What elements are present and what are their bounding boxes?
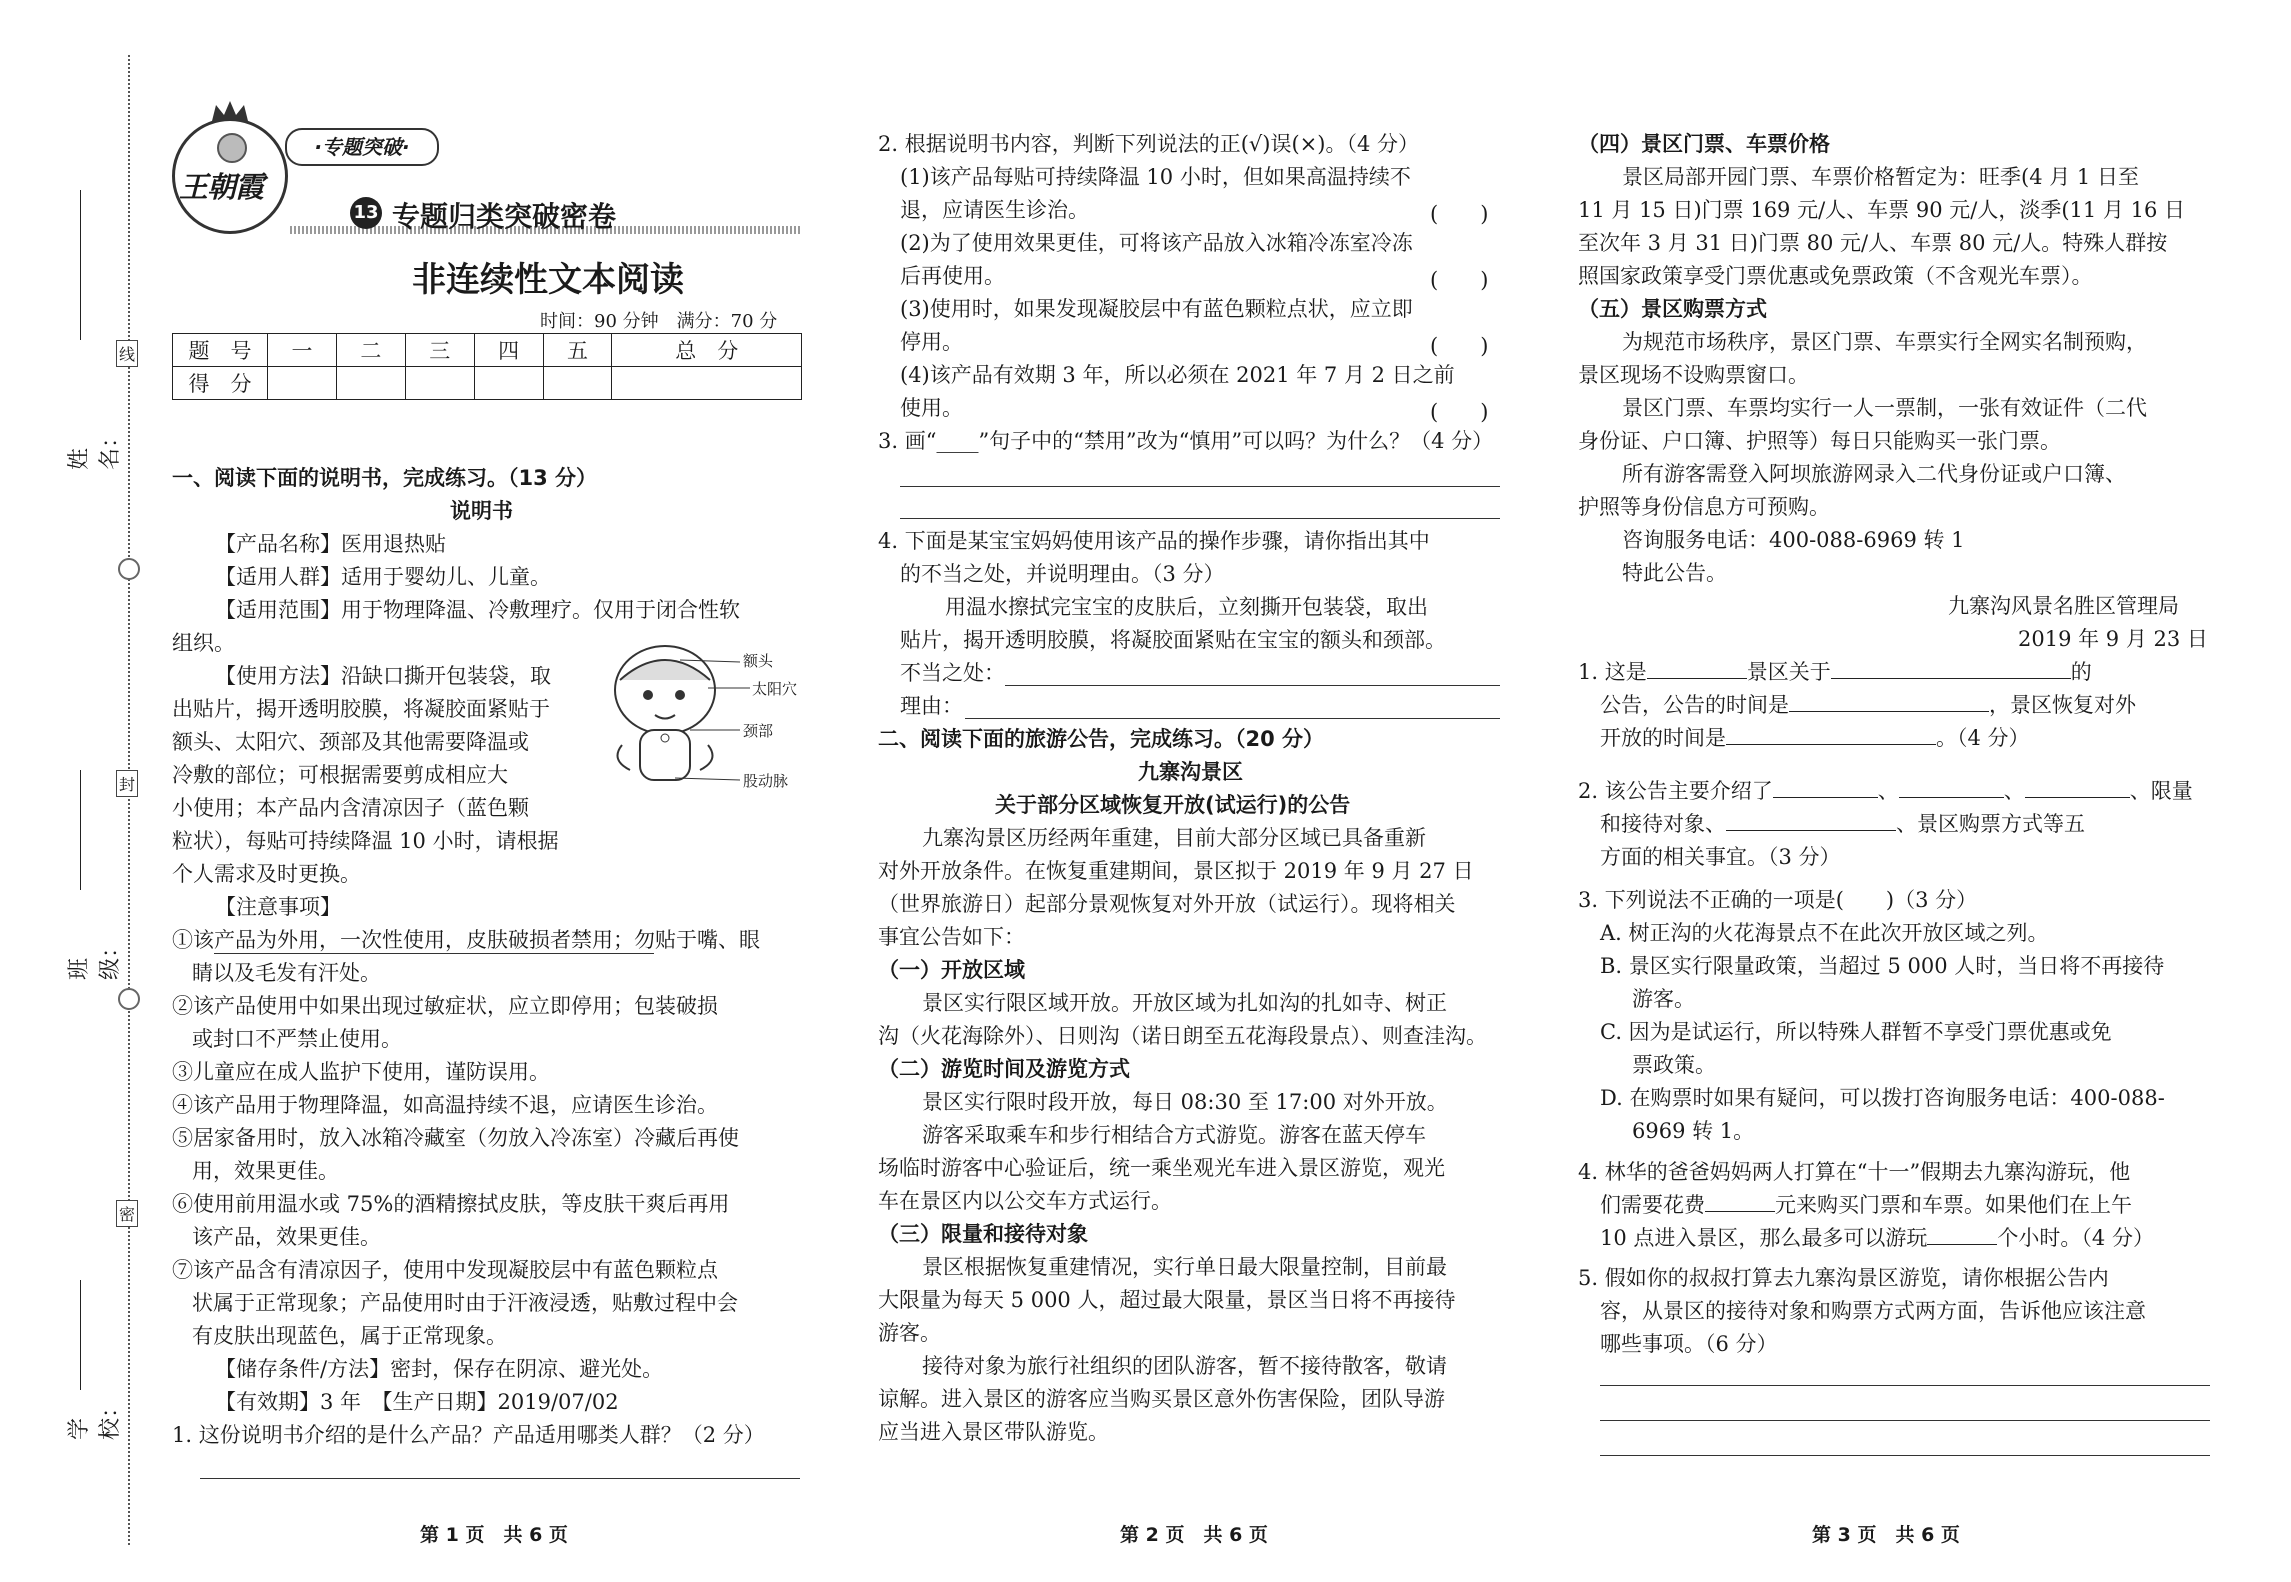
notice-line: 景区根据恢复重建情况，实行单日最大限量控制，目前最 xyxy=(922,1255,1447,1279)
margin-label-class: 班级： xyxy=(62,800,102,1100)
answer-blank[interactable] xyxy=(1789,689,1989,712)
question-4-line: 用温水擦拭完宝宝的皮肤后，立刻撕开包装袋，取出 xyxy=(945,595,1428,619)
question-1: 1. 这份说明书介绍的是什么产品？产品适用哪类人群？（2 分） xyxy=(172,1423,765,1447)
binding-hole-icon xyxy=(118,558,140,580)
manual-line: 睛以及毛发有汗处。 xyxy=(192,961,381,985)
baby-figure xyxy=(600,640,810,810)
notice-line: 护照等身份信息方可预购。 xyxy=(1578,495,1830,519)
manual-line: 出贴片，揭开透明胶膜，将凝胶面紧贴于 xyxy=(172,697,550,721)
manual-line: ①该产品为外用，一次性使用，皮肤破损者禁用；勿贴于嘴、眼 xyxy=(172,928,760,952)
q2-item: 使用。 xyxy=(900,396,963,420)
notice-line: 谅解。进入景区的游客应当购买景区意外伤害保险，团队导游 xyxy=(878,1387,1445,1411)
answer-line[interactable] xyxy=(965,718,1500,719)
question-5-p3-line: 哪些事项。（6 分） xyxy=(1600,1332,1778,1356)
notice-line: 景区门票、车票均实行一人一票制，一张有效证件（二代 xyxy=(1622,396,2147,420)
q2-item: 后再使用。 xyxy=(900,264,1005,288)
score-table xyxy=(172,333,802,400)
page-footer-1: 第 1 页 共 6 页 xyxy=(420,1524,568,1546)
notice-subheading: （一）开放区域 xyxy=(878,958,1025,982)
manual-line: 个人需求及时更换。 xyxy=(172,862,361,886)
page-footer-3: 第 3 页 共 6 页 xyxy=(1812,1524,1960,1546)
manual-line: 有皮肤出现蓝色，属于正常现象。 xyxy=(192,1324,507,1348)
notice-line: 咨询服务电话：400-088-6969 转 1 xyxy=(1622,528,1965,552)
q3-option-c[interactable]: C. 因为是试运行，所以特殊人群暂不享受门票优惠或免 xyxy=(1600,1020,2112,1044)
answer-line[interactable] xyxy=(1600,1385,2210,1386)
question-1-p3-line: 开放的时间是 。（4 分） xyxy=(1600,722,2030,755)
series-title: 专题归类突破密卷 xyxy=(392,200,617,233)
score-input-cell[interactable] xyxy=(336,367,405,400)
judge-paren[interactable]: ( ) xyxy=(1430,202,1489,226)
score-header-cell: 一 xyxy=(268,334,337,367)
binding-dotted-line xyxy=(128,55,130,1545)
score-input-cell[interactable] xyxy=(405,367,474,400)
question-2-p3-line: 方面的相关事宜。（3 分） xyxy=(1600,845,1841,869)
answer-blank[interactable] xyxy=(2025,775,2130,798)
manual-line: 【储存条件/方法】密封，保存在阴凉、避光处。 xyxy=(215,1357,664,1381)
notice-line: 九寨沟景区历经两年重建，目前大部分区域已具备重新 xyxy=(922,826,1426,850)
underlined-sentence xyxy=(214,953,654,954)
notice-line: 事宜公告如下： xyxy=(878,925,1025,949)
judge-paren[interactable]: ( ) xyxy=(1430,400,1489,424)
binding-hole-icon xyxy=(118,988,140,1010)
figure-label: 额头 xyxy=(743,652,774,670)
notice-line: 景区实行限区域开放。开放区域为扎如沟的扎如寺、树正 xyxy=(922,991,1447,1015)
notice-line: 车在景区内以公交车方式运行。 xyxy=(878,1189,1172,1213)
notice-line: 场临时游客中心验证后，统一乘坐观光车进入景区游览，观光 xyxy=(878,1156,1445,1180)
manual-line: 冷敷的部位；可根据需要剪成相应大 xyxy=(172,763,508,787)
manual-line: ⑥使用前用温水或 75%的酒精擦拭皮肤，等皮肤干爽后再用 xyxy=(172,1192,730,1216)
q3-option-d-cont: 6969 转 1。 xyxy=(1632,1119,1755,1143)
question-4-p3-line: 10 点进入景区，那么最多可以游玩 个小时。（4 分） xyxy=(1600,1222,2154,1255)
manual-line: ②该产品使用中如果出现过敏症状，应立即停用；包装破损 xyxy=(172,994,718,1018)
notice-line: 身份证、户口簿、护照等）每日只能购买一张门票。 xyxy=(1578,429,2061,453)
q2-item: (3)使用时，如果发现凝胶层中有蓝色颗粒点状，应立即 xyxy=(900,297,1413,321)
manual-line: ⑦该产品含有清凉因子，使用中发现凝胶层中有蓝色颗粒点 xyxy=(172,1258,718,1282)
section-1-heading: 一、阅读下面的说明书，完成练习。（13 分） xyxy=(172,466,598,490)
question-3-p3: 3. 下列说法不正确的一项是( )（3 分） xyxy=(1578,888,1978,912)
margin-mark-seal: 封 xyxy=(116,770,138,797)
notice-line: 特此公告。 xyxy=(1622,561,1727,585)
question-4-p3-line: 们需要花费 元来购买门票和车票。如果他们在上午 xyxy=(1600,1189,2132,1222)
manual-line: 小使用；本产品内含清凉因子（蓝色颗 xyxy=(172,796,529,820)
manual-line: 用，效果更佳。 xyxy=(192,1159,339,1183)
question-2-p3-line: 和接待对象、 、景区购票方式等五 xyxy=(1600,808,2085,841)
notice-line: 景区实行限时段开放，每日 08:30 至 17:00 对外开放。 xyxy=(922,1090,1448,1114)
score-header-cell: 三 xyxy=(405,334,474,367)
page-footer-2: 第 2 页 共 6 页 xyxy=(1120,1524,1268,1546)
notice-line: 沟（火花海除外）、日则沟（诺日朗至五花海段景点）、则查洼沟。 xyxy=(878,1024,1487,1048)
q3-option-a[interactable]: A. 树正沟的火花海景点不在此次开放区域之列。 xyxy=(1600,921,2049,945)
manual-line: 组织。 xyxy=(172,631,235,655)
score-header-cell: 二 xyxy=(336,334,405,367)
q2-item: 退，应请医生诊治。 xyxy=(900,198,1089,222)
figure-label: 颈部 xyxy=(743,722,774,740)
notice-line: 接待对象为旅行社组织的团队游客，暂不接待散客，敬请 xyxy=(922,1354,1447,1378)
manual-line: 【适用人群】适用于婴幼儿、儿童。 xyxy=(215,565,551,589)
manual-line: 额头、太阳穴、颈部及其他需要降温或 xyxy=(172,730,529,754)
section-2-heading: 二、阅读下面的旅游公告，完成练习。（20 分） xyxy=(878,727,1325,751)
question-4-line: 的不当之处，并说明理由。（3 分） xyxy=(900,562,1225,586)
question-5-p3-line: 容，从景区的接待对象和购票方式两方面，告诉他应该注意 xyxy=(1600,1299,2146,1323)
manual-line: 粒状），每贴可持续降温 10 小时，请根据 xyxy=(172,829,559,853)
manual-title: 说明书 xyxy=(450,499,513,523)
notice-line: 为规范市场秩序，景区门票、车票实行全网实名制预购， xyxy=(1622,330,2147,354)
manual-line: ⑤居家备用时，放入冰箱冷藏室（勿放入冷冻室）冷藏后再使 xyxy=(172,1126,739,1150)
notice-signer: 九寨沟风景名胜区管理局 xyxy=(1948,594,2179,618)
question-4-p3: 4. 林华的爸爸妈妈两人打算在“十一”假期去九寨沟游玩，他 xyxy=(1578,1160,2131,1184)
notice-line: 景区局部开园门票、车票价格暂定为：旺季(4 月 1 日至 xyxy=(1622,165,2139,189)
question-1-p3-line: 公告，公告的时间是 ，景区恢复对外 xyxy=(1600,689,2136,722)
question-2: 2. 根据说明书内容，判断下列说法的正(√)误(×)。（4 分） xyxy=(878,132,1419,156)
answer-line[interactable] xyxy=(900,518,1500,519)
manual-line: 【使用方法】沿缺口撕开包装袋，取 xyxy=(215,664,551,688)
score-header-cell: 题 号 xyxy=(173,334,268,367)
question-4-line: 贴片，揭开透明胶膜，将凝胶面紧贴在宝宝的额头和颈部。 xyxy=(900,628,1446,652)
manual-line: 【注意事项】 xyxy=(215,895,341,919)
notice-subheading: （二）游览时间及游览方式 xyxy=(878,1057,1130,1081)
notice-line: 景区现场不设购票窗口。 xyxy=(1578,363,1809,387)
manual-line: ④该产品用于物理降温，如高温持续不退，应请医生诊治。 xyxy=(172,1093,718,1117)
margin-label-name: 姓名： xyxy=(62,220,102,520)
answer-blank[interactable] xyxy=(1647,656,1747,679)
score-header-cell: 总 分 xyxy=(612,334,802,367)
answer-line[interactable] xyxy=(1600,1455,2210,1456)
q3-option-b-cont: 游客。 xyxy=(1632,987,1695,1011)
manual-line: 【适用范围】用于物理降温、冷敷理疗。仅用于闭合性软 xyxy=(215,598,740,622)
notice-title-2: 关于部分区域恢复开放(试运行)的公告 xyxy=(995,793,1351,817)
manual-line: 或封口不严禁止使用。 xyxy=(192,1027,402,1051)
notice-subheading: （五）景区购票方式 xyxy=(1578,297,1767,321)
score-input-cell[interactable] xyxy=(543,367,612,400)
q2-item: 停用。 xyxy=(900,330,963,354)
margin-mark-secret: 密 xyxy=(116,1200,138,1227)
q2-item: (2)为了使用效果更佳，可将该产品放入冰箱冷冻室冷冻 xyxy=(900,231,1413,255)
answer-line[interactable] xyxy=(200,1478,800,1479)
question-5-p3: 5. 假如你的叔叔打算去九寨沟景区游览，请你根据公告内 xyxy=(1578,1266,2109,1290)
manual-line: 【产品名称】医用退热贴 xyxy=(215,532,446,556)
notice-line: 对外开放条件。在恢复重建期间，景区拟于 2019 年 9 月 27 日 xyxy=(878,859,1474,883)
manual-line: 该产品，效果更佳。 xyxy=(192,1225,381,1249)
manual-line: ③儿童应在成人监护下使用，谨防误用。 xyxy=(172,1060,550,1084)
q3-option-c-cont: 票政策。 xyxy=(1632,1053,1716,1077)
page-title: 非连续性文本阅读 xyxy=(412,260,684,300)
score-input-cell[interactable] xyxy=(474,367,543,400)
margin-mark-line: 线 xyxy=(116,340,138,367)
answer-line[interactable] xyxy=(1600,1420,2210,1421)
manual-line: 状属于正常现象；产品使用时由于汗液浸透，贴敷过程中会 xyxy=(192,1291,738,1315)
notice-line: 游客采取乘车和步行相结合方式游览。游客在蓝天停车 xyxy=(922,1123,1426,1147)
notice-line: （世界旅游日）起部分景观恢复对外开放（试运行）。现将相关 xyxy=(878,892,1456,916)
margin-label-school: 学校： xyxy=(62,1300,102,1560)
brand-logo xyxy=(172,118,288,234)
question-3: 3. 画“____”句子中的“禁用”改为“慎用”可以吗？为什么？（4 分） xyxy=(878,429,1494,453)
score-header-cell: 五 xyxy=(543,334,612,367)
answer-line[interactable] xyxy=(900,486,1500,487)
logo-text: 王朝霞 xyxy=(179,170,264,204)
notice-line: 大限量为每天 5 000 人，超过最大限量，景区当日将不再接待 xyxy=(878,1288,1456,1312)
notice-line: 所有游客需登入阿坝旅游网录入二代身份证或户口簿、 xyxy=(1622,462,2126,486)
answer-blank[interactable] xyxy=(1705,1189,1775,1212)
notice-date: 2019 年 9 月 23 日 xyxy=(2018,627,2208,651)
question-1-p3: 1. 这是 景区关于 的 xyxy=(1578,656,2092,689)
notice-line: 游客。 xyxy=(878,1321,941,1345)
score-input-cell[interactable] xyxy=(612,367,802,400)
q2-item: (1)该产品每贴可持续降温 10 小时，但如果高温持续不 xyxy=(900,165,1411,189)
answer-blank[interactable] xyxy=(1927,1222,1997,1245)
score-header-cell: 四 xyxy=(474,334,543,367)
figure-label: 太阳穴 xyxy=(752,680,798,698)
answer-blank[interactable] xyxy=(1726,808,1896,831)
crown-icon xyxy=(210,99,250,123)
answer-blank[interactable] xyxy=(1831,656,2071,679)
question-2-p3: 2. 该公告主要介绍了 、 、 、限量 xyxy=(1578,775,2193,808)
figure-label: 股动脉 xyxy=(743,772,789,790)
notice-line: 照国家政策享受门票优惠或免票政策（不含观光车票）。 xyxy=(1578,264,2093,288)
q4-fill-label: 理由： xyxy=(900,694,963,718)
notice-subheading: （三）限量和接待对象 xyxy=(878,1222,1088,1246)
answer-blank[interactable] xyxy=(1899,775,2004,798)
time-score: 时间：90 分钟 满分：70 分 xyxy=(540,311,778,332)
answer-line[interactable] xyxy=(1005,685,1500,686)
q4-fill-label: 不当之处： xyxy=(900,661,1005,685)
notice-subheading: （四）景区门票、车票价格 xyxy=(1578,132,1830,156)
notice-line: 11 月 15 日)门票 169 元/人、车票 90 元/人，淡季(11 月 16 日 xyxy=(1578,198,2185,222)
q2-item: (4)该产品有效期 3 年，所以必须在 2021 年 7 月 2 日之前 xyxy=(900,363,1455,387)
judge-paren[interactable]: ( ) xyxy=(1430,268,1489,292)
answer-blank[interactable] xyxy=(1726,722,1936,745)
manual-line: 【有效期】3 年 【生产日期】2019/07/02 xyxy=(215,1390,619,1414)
paper-number: 13 xyxy=(350,197,382,229)
q3-option-b[interactable]: B. 景区实行限量政策，当超过 5 000 人时，当日将不再接待 xyxy=(1600,954,2165,978)
notice-line: 至次年 3 月 31 日)门票 80 元/人、车票 80 元/人。特殊人群按 xyxy=(1578,231,2168,255)
q3-option-d[interactable]: D. 在购票时如果有疑问，可以拨打咨询服务电话：400-088- xyxy=(1600,1086,2165,1110)
question-4: 4. 下面是某宝宝妈妈使用该产品的操作步骤，请你指出其中 xyxy=(878,529,1430,553)
topic-badge: ·专题突破· xyxy=(285,128,439,166)
notice-title-1: 九寨沟景区 xyxy=(1138,760,1243,784)
score-label-cell: 得 分 xyxy=(173,367,268,400)
notice-line: 应当进入景区带队游览。 xyxy=(878,1420,1109,1444)
judge-paren[interactable]: ( ) xyxy=(1430,334,1489,358)
score-input-cell[interactable] xyxy=(268,367,337,400)
answer-blank[interactable] xyxy=(1773,775,1878,798)
